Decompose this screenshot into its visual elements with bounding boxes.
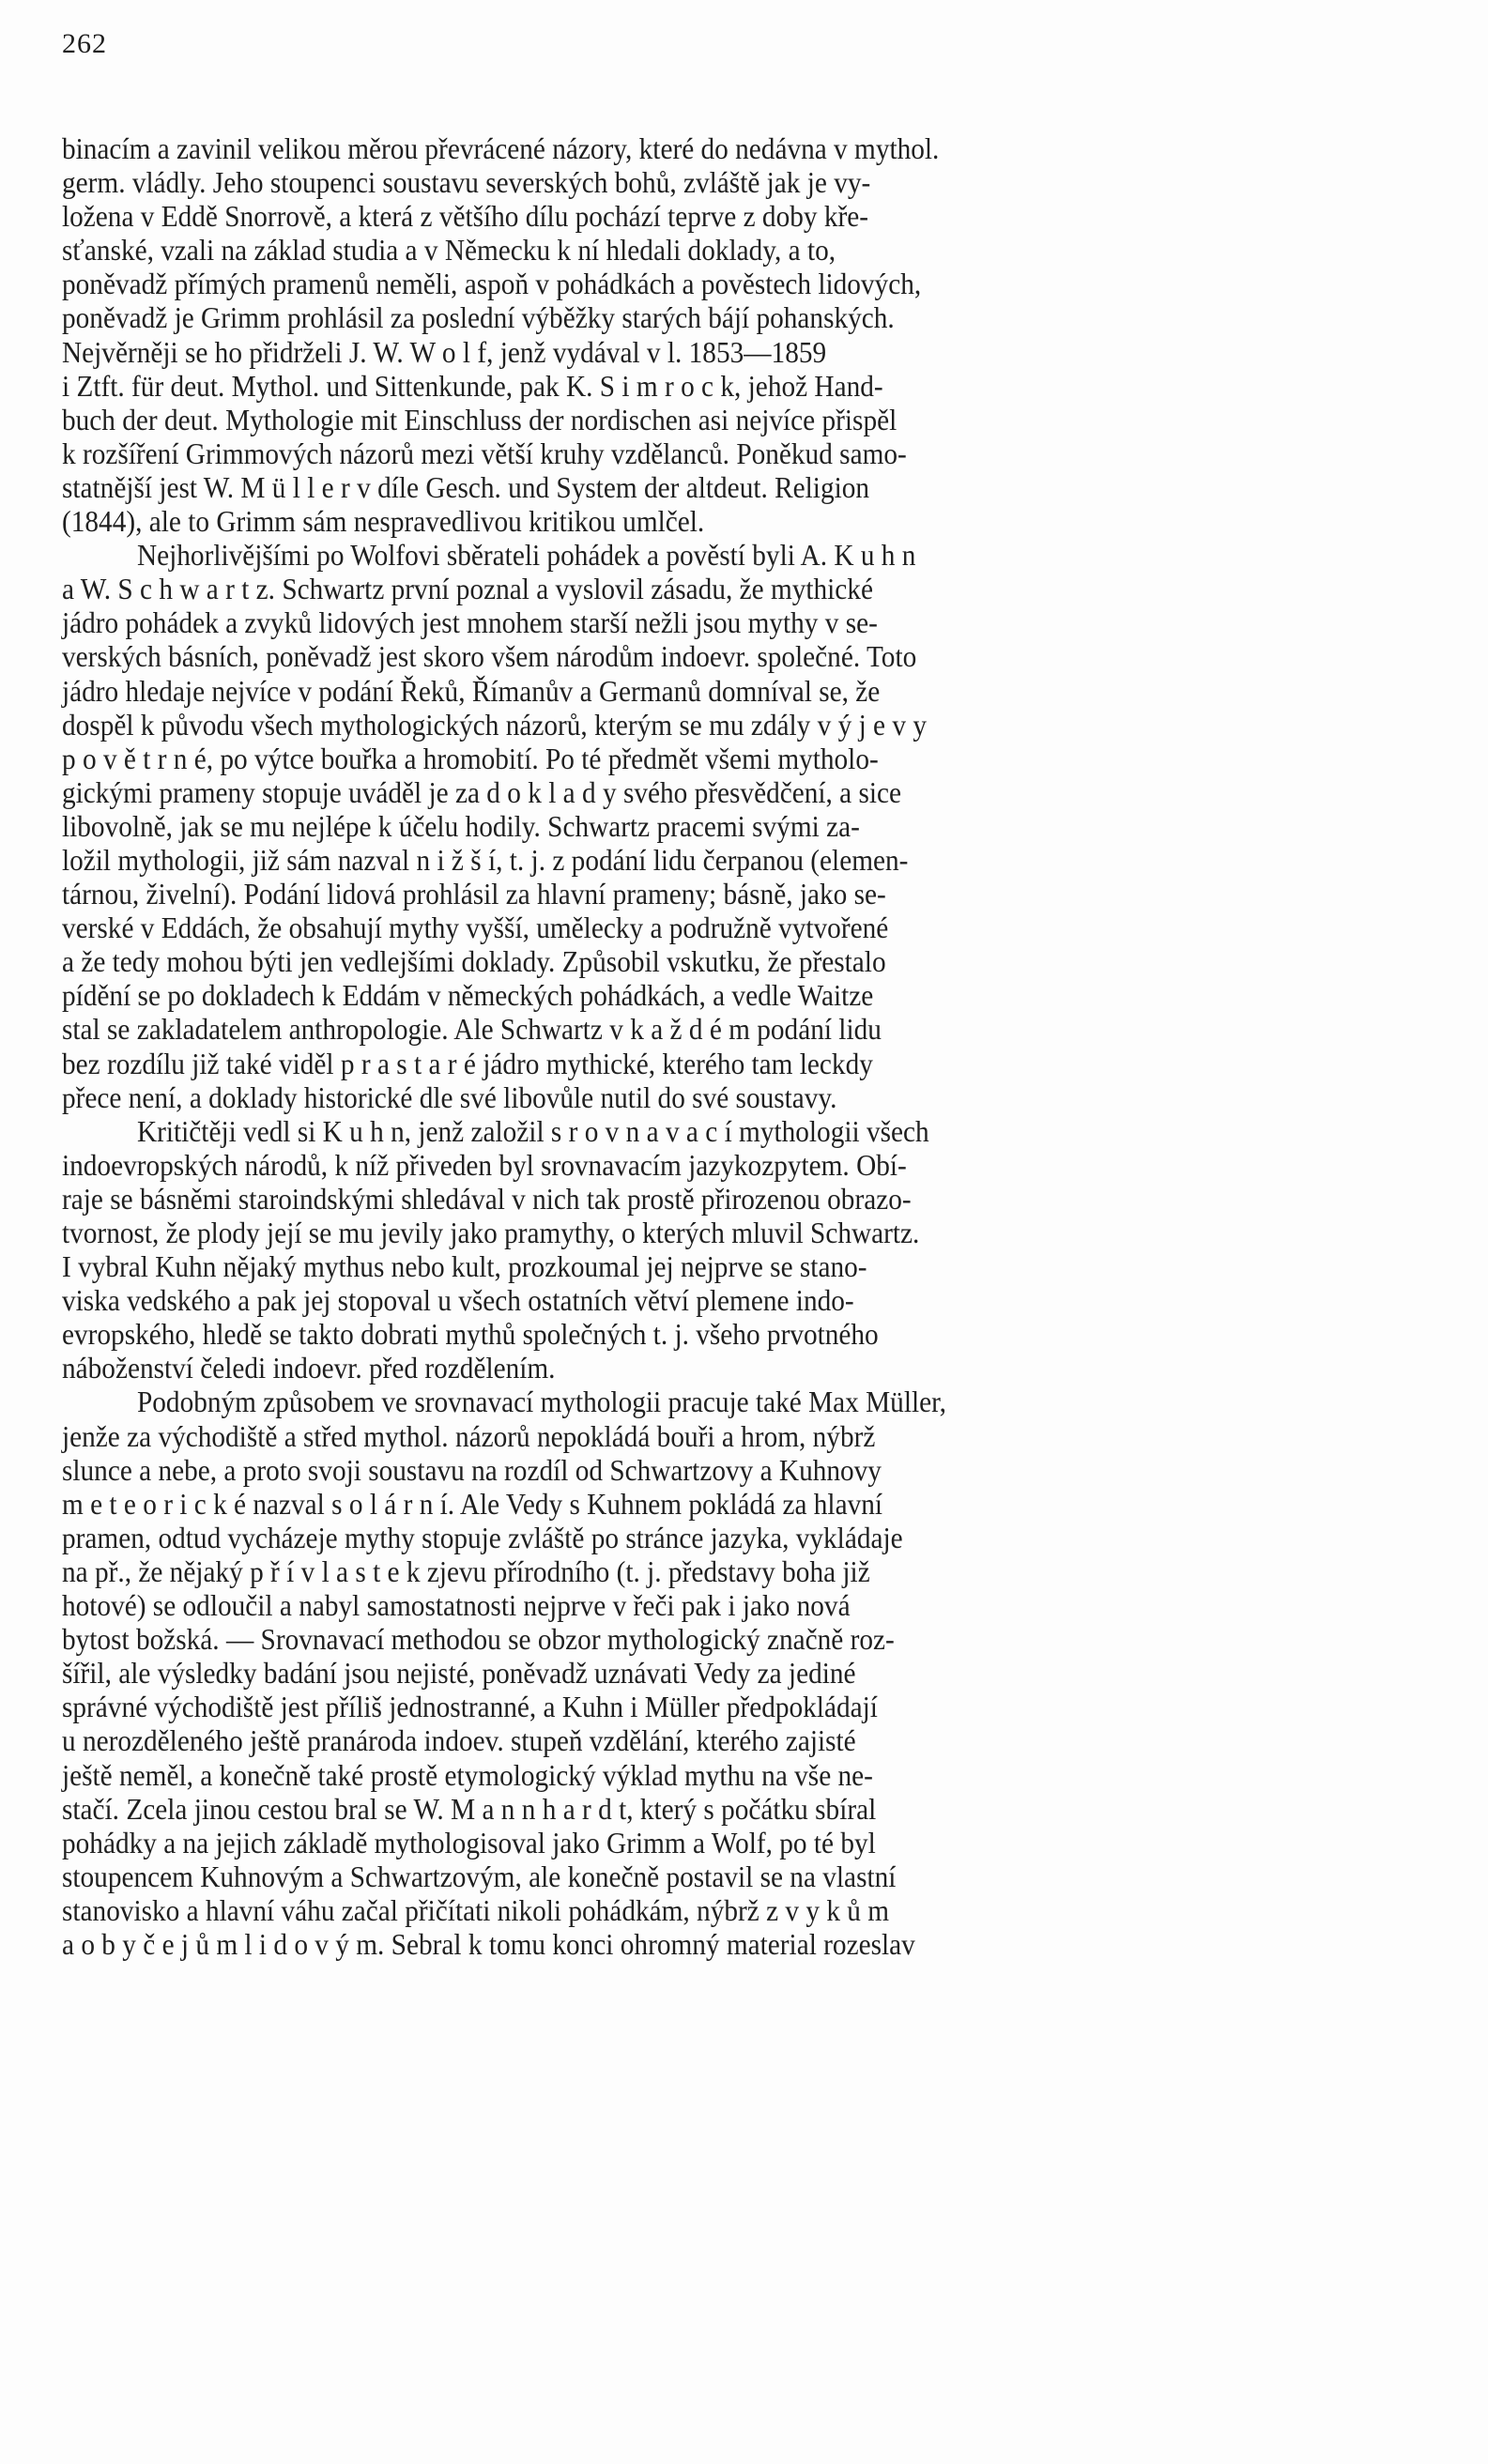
- text-line: buch der deut. Mythologie mit Einschluss der nordischen asi nejvíce přispěl: [62, 403, 897, 436]
- text-line: stal se zakladatelem anthropologie. Ale Schwartz v k a ž d é m podání lidu: [62, 1013, 882, 1047]
- text-line: germ. vládly. Jeho stoupenci soustavu severských bohů, zvláště jak je vy-: [62, 166, 871, 200]
- text-line: pohádky a na jejich základě mythologisoval jako Grimm a Wolf, po té byl: [62, 1826, 876, 1859]
- text-line: hotové) se odloučil a nabyl samostatnosti nejprve v řeči pak i jako nová: [62, 1589, 851, 1623]
- text-line: stačí. Zcela jinou cestou bral se W. M a n n h a r d t, který s počátku sbíral: [62, 1792, 877, 1826]
- text-line: a že tedy mohou býti jen vedlejšími doklady. Způsobil vskutku, že přestalo: [62, 945, 886, 979]
- text-line: šířil, ale výsledky badání jsou nejisté, poněvadž uznávati Vedy za jediné: [62, 1657, 856, 1691]
- text-line: dospěl k původu všech mythologických názorů, kterým se mu zdály v ý j e v y: [62, 708, 927, 742]
- text-line: libovolně, jak se mu nejlépe k účelu hodily. Schwartz pracemi svými za-: [62, 809, 860, 843]
- text-line: statnější jest W. M ü l l e r v díle Gesch. und System der altdeut. Religion: [62, 470, 870, 504]
- text-line: binacím a zavinil velikou měrou převrácené názory, které do nedávna v mythol.: [62, 132, 940, 165]
- text-line: I vybral Kuhn nějaký mythus nebo kult, prozkoumal jej nejprve se stano-: [62, 1250, 867, 1284]
- text-line: (1844), ale to Grimm sám nespravedlivou kritikou umlčel.: [62, 505, 705, 539]
- text-line: poněvadž je Grimm prohlásil za poslední výběžky starých bájí pohanských.: [62, 301, 895, 335]
- text-line: přece není, a doklady historické dle své libovůle nutil do své soustavy.: [62, 1080, 837, 1114]
- text-line: verské v Eddách, že obsahují mythy vyšší, umělecky a podružně vytvořené: [62, 911, 889, 945]
- text-line: Podobným způsobem ve srovnavací mythologii pracuje také Max Müller,: [136, 1385, 947, 1419]
- text-line: bez rozdílu již také viděl p r a s t a r é jádro mythické, kterého tam leckdy: [62, 1047, 873, 1080]
- text-line: a o b y č e j ů m l i d o v ý m. Sebral k tomu konci ohromný material rozeslav: [62, 1927, 915, 1961]
- text-line: pramen, odtud vycházeje mythy stopuje zvláště po stránce jazyka, vykládaje: [62, 1521, 903, 1554]
- text-line: Nejhorlivějšími po Wolfovi sběrateli pohádek a pověstí byli A. K u h n: [136, 539, 916, 573]
- text-line: stoupencem Kuhnovým a Schwartzovým, ale konečně postavil se na vlastní: [62, 1859, 897, 1893]
- text-line: jádro hledaje nejvíce v podání Řeků, Římanův a Germanů domníval se, že: [62, 674, 881, 708]
- text-line: viska vedského a pak jej stopoval u všech ostatních větví plemene indo-: [62, 1284, 854, 1318]
- text-line: u nerozděleného ještě pranároda indoev. stupeň vzdělání, kterého zajisté: [62, 1724, 856, 1758]
- text-line: Nejvěrněji se ho přidrželi J. W. W o l f, jenž vydával v l. 1853—1859: [62, 335, 827, 369]
- page-number: 262: [62, 28, 107, 59]
- text-line: pídění se po dokladech k Eddám v německých pohádkách, a vedle Waitze: [62, 979, 874, 1013]
- text-line: m e t e o r i c k é nazval s o l á r n í. Ale Vedy s Kuhnem pokládá za hlavní: [62, 1487, 883, 1521]
- text-line: gickými prameny stopuje uváděl je za d o k l a d y svého přesvědčení, a sice: [62, 775, 902, 809]
- text-line: ložena v Eddě Snorrově, a která z většího dílu pochází teprve z doby kře-: [62, 200, 869, 234]
- body-text: [62, 132, 1425, 1962]
- text-line: indoevropských národů, k níž přiveden byl srovnavacím jazykozpytem. Obí-: [62, 1148, 907, 1182]
- text-line: náboženství čeledi indoevr. před rozdělením.: [62, 1352, 556, 1385]
- text-line: tvornost, že plody její se mu jevily jako pramythy, o kterých mluvil Schwartz.: [62, 1217, 920, 1249]
- text-line: ložil mythologii, již sám nazval n i ž š í, t. j. z podání lidu čerpanou (elemen-: [62, 843, 909, 877]
- text-line: p o v ě t r n é, po výtce bouřka a hromobití. Po té předmět všemi mytholo-: [62, 742, 879, 775]
- text-line: stanovisko a hlavní váhu začal přičítati nikoli pohádkám, nýbrž z v y k ů m: [62, 1893, 890, 1927]
- text-line: tárnou, živelní). Podání lidová prohlásil za hlavní prameny; básně, jako se-: [62, 878, 886, 911]
- text-line: Kritičtěji vedl si K u h n, jenž založil s r o v n a v a c í mythologii všech: [136, 1114, 929, 1148]
- text-line: i Ztft. für deut. Mythol. und Sittenkunde, pak K. S i m r o c k, jehož Hand-: [62, 369, 883, 403]
- text-line: bytost božská. — Srovnavací methodou se obzor mythologický značně roz-: [62, 1623, 895, 1657]
- text-line: správné východiště jest příliš jednostranné, a Kuhn i Müller předpokládají: [62, 1691, 878, 1724]
- text-line: ještě neměl, a konečně také prostě etymologický výklad mythu na vše ne-: [62, 1758, 873, 1792]
- text-line: sťanské, vzali na základ studia a v Německu k ní hledali doklady, a to,: [62, 234, 836, 268]
- text-line: k rozšíření Grimmových názorů mezi větší kruhy vzdělanců. Poněkud samo-: [62, 436, 907, 470]
- text-line: a W. S c h w a r t z. Schwartz první poznal a vyslovil zásadu, že mythické: [62, 573, 873, 606]
- text-line: jádro pohádek a zvyků lidových jest mnohem starší nežli jsou mythy v se-: [62, 606, 878, 640]
- text-line: jenže za východiště a střed mythol. názorů nepokládá bouři a hrom, nýbrž: [62, 1419, 876, 1453]
- text-line: evropského, hledě se takto dobrati mythů společných t. j. všeho prvotného: [62, 1318, 879, 1352]
- text-line: slunce a nebe, a proto svoji soustavu na rozdíl od Schwartzovy a Kuhnovy: [62, 1453, 882, 1487]
- text-line: raje se básněmi staroindskými shledával v nich tak prostě přirozenou obrazo-: [62, 1182, 912, 1216]
- text-line: poněvadž přímých pramenů neměli, aspoň v pohádkách a pověstech lidových,: [62, 268, 922, 301]
- text-line: verských básních, poněvadž jest skoro všem národům indoevr. společné. Toto: [62, 640, 917, 674]
- text-line: na př., že nějaký p ř í v l a s t e k zjevu přírodního (t. j. představy boha již: [62, 1554, 870, 1588]
